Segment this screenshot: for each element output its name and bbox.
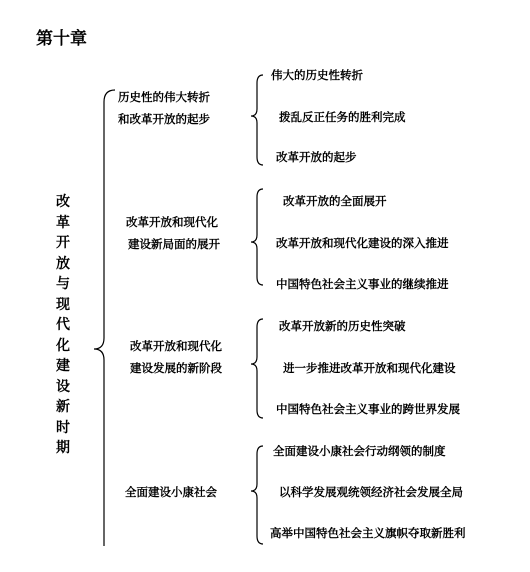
vertical-title-char: 化 [56,337,70,354]
vertical-title-char: 期 [56,440,70,456]
group-label-4-line-1: 全面建设小康社会 [125,485,217,499]
vertical-title-char: 新 [56,399,70,415]
vertical-title-char: 放 [56,255,70,272]
group-label-1-line-2: 和改革开放的起步 [118,112,210,126]
leaf-item: 改革开放新的历史性突破 [279,319,406,333]
group-bracket-4 [251,446,263,544]
main-bracket [94,90,115,546]
leaf-item: 全面建设小康社会行动纲领的制度 [273,444,446,458]
leaf-item: 伟大的历史性转折 [271,68,363,82]
group-label-1-line-1: 历史性的伟大转折 [118,90,210,104]
group-bracket-3 [251,319,263,418]
vertical-title-char: 与 [56,276,70,292]
group-bracket-2 [251,189,263,285]
group-label-2-line-2: 建设新局面的展开 [128,237,220,251]
vertical-title-char: 时 [56,419,70,436]
vertical-title-char: 革 [56,214,70,231]
leaf-item: 进一步推进改革开放和现代化建设 [283,361,456,375]
leaf-item: 改革开放和现代化建设的深入推进 [276,236,449,250]
leaf-item: 高举中国特色社会主义旗帜夺取新胜利 [270,526,466,540]
vertical-title-char: 设 [56,378,70,395]
group-label-3-line-1: 改革开放和现代化 [130,339,222,353]
leaf-item: 改革开放的起步 [276,150,357,164]
leaf-item: 以科学发展观统领经济社会发展全局 [279,485,463,499]
leaf-item: 中国特色社会主义事业的跨世界发展 [276,402,460,416]
vertical-title-char: 建 [56,358,70,374]
group-label-3 [130,335,222,379]
group-label-1 [118,86,210,130]
group-label-3-line-2: 建设发展的新阶段 [130,361,222,375]
group-label-2 [126,211,220,255]
group-label-4 [125,481,217,503]
vertical-title-char: 现 [56,296,70,313]
group-label-2-line-1: 改革开放和现代化 [126,215,218,229]
leaf-item: 中国特色社会主义事业的继续推进 [276,277,449,291]
vertical-title-char: 改 [56,194,70,210]
vertical-title-char: 代 [56,317,70,333]
vertical-title-char: 开 [56,235,70,251]
group-bracket-1 [251,75,263,165]
chapter-heading: 第十章 [36,29,87,49]
leaf-item: 改革开放的全面展开 [283,194,387,208]
leaf-item: 拨乱反正任务的胜利完成 [279,110,406,124]
